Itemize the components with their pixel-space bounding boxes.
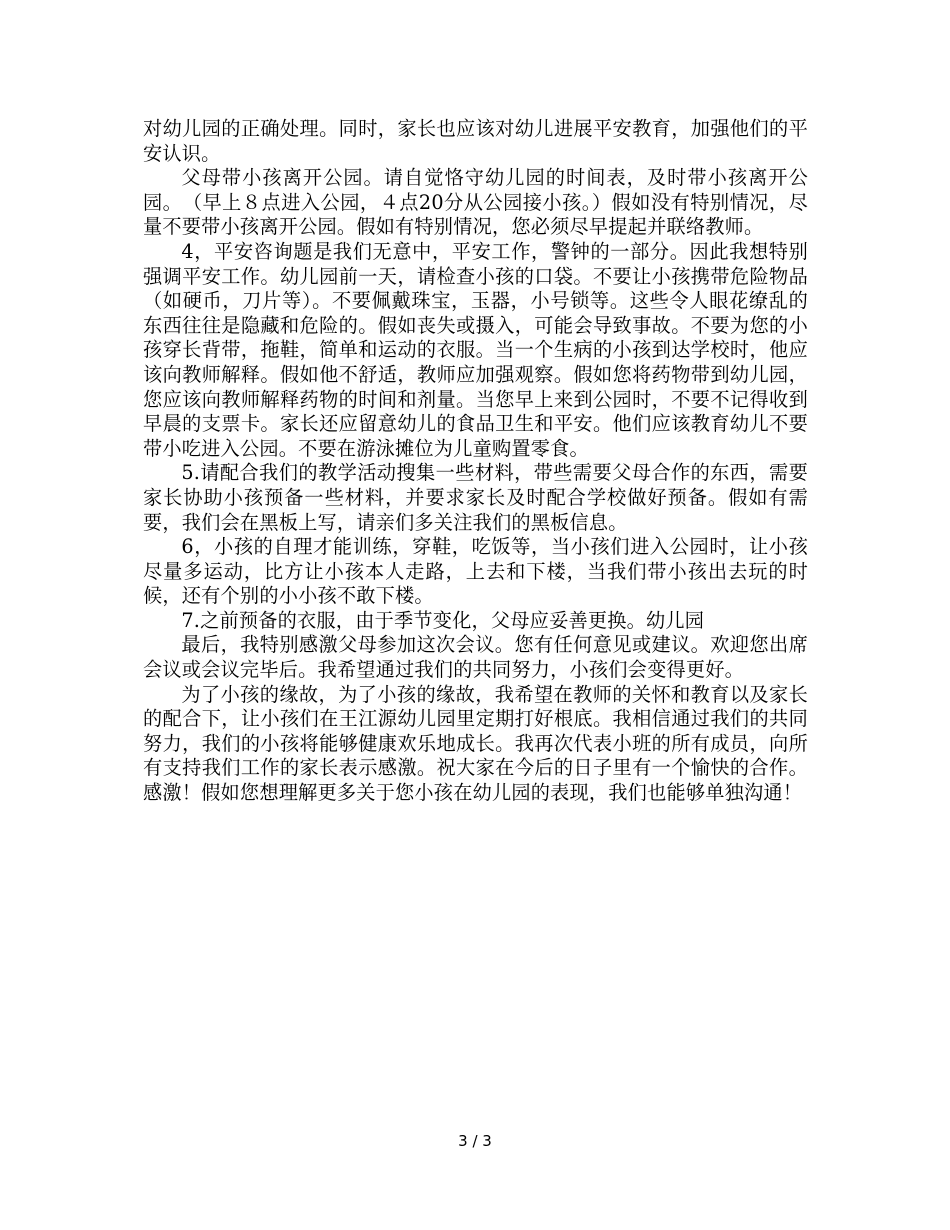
paragraph-2: 父母带小孩离开公园。请自觉恪守幼儿园的时间表，及时带小孩离开公园。 （早上８点进入公园，４点20分从公园接小孩。）假如没有特别情况，尽量不要带小孩离开公园。假如有特别情况，您必须尽早提起并联络教师。 [143,166,808,239]
paragraph-8: 为了小孩的缘故，为了小孩的缘故，我希望在教师的关怀和教育以及家长的配合下，让小孩们在王江源幼儿园里定期打好根底。我相信通过我们的共同努力，我们的小孩将能够健康欢乐地成长。我再次代表小班的所有成员，向所有支持我们工作的家长表示感激。祝大家在今后的日子里有一个愉快的合作。感激！假如您想理解更多关于您小孩在幼儿园的表现，我们也能够单独沟通！ [143,682,808,805]
paragraph-5: 6，小孩的自理才能训练，穿鞋，吃饭等，当小孩们进入公园时，让小孩尽量多运动，比方让小孩本人走路，上去和下楼，当我们带小孩出去玩的时候，还有个别的小小孩不敢下楼。 [143,535,808,608]
paragraph-1: 对幼儿园的正确处理。同时，家长也应该对幼儿进展平安教育，加强他们的平安认识。 [143,117,808,165]
paragraph-3: 4，平安咨询题是我们无意中，平安工作，警钟的一部分。因此我想特别强调平安工作。幼儿园前一天，请检查小孩的口袋。不要让小孩携带危险物品（如硬币，刀片等）。不要佩戴珠宝，玉器，小号锁等。这些令人眼花缭乱的东西往往是隐藏和危险的。假如丧失或摄入，可能会导致事故。不要为您的小孩穿长背带，拖鞋，简单和运动的衣服。当一个生病的小孩到达学校时，他应该向教师解释。假如他不舒适，教师应加强观察。假如您将药物带到幼儿园，您应该向教师解释药物的时间和剂量。当您早上来到公园时，不要不记得收到早晨的支票卡。家长还应留意幼儿的食品卫生和平安。他们应该教育幼儿不要带小吃进入公园。不要在游泳摊位为儿童购置零食。 [143,239,808,460]
paragraph-4: 5.请配合我们的教学活动搜集一些材料，带些需要父母合作的东西，需要家长协助小孩预备一些材料，并要求家长及时配合学校做好预备。假如有需要，我们会在黑板上写，请亲们多关注我们的黑板信息。 [143,461,808,534]
page-number: 3 / 3 [458,1132,492,1150]
paragraph-6: 7.之前预备的衣服，由于季节变化，父母应妥善更换。幼儿园 [181,608,705,632]
document-body [143,117,808,806]
paragraph-7: 最后，我特别感激父母参加这次会议。您有任何意见或建议。欢迎您出席会议或会议完毕后。我希望通过我们的共同努力，小孩们会变得更好。 [143,633,808,682]
